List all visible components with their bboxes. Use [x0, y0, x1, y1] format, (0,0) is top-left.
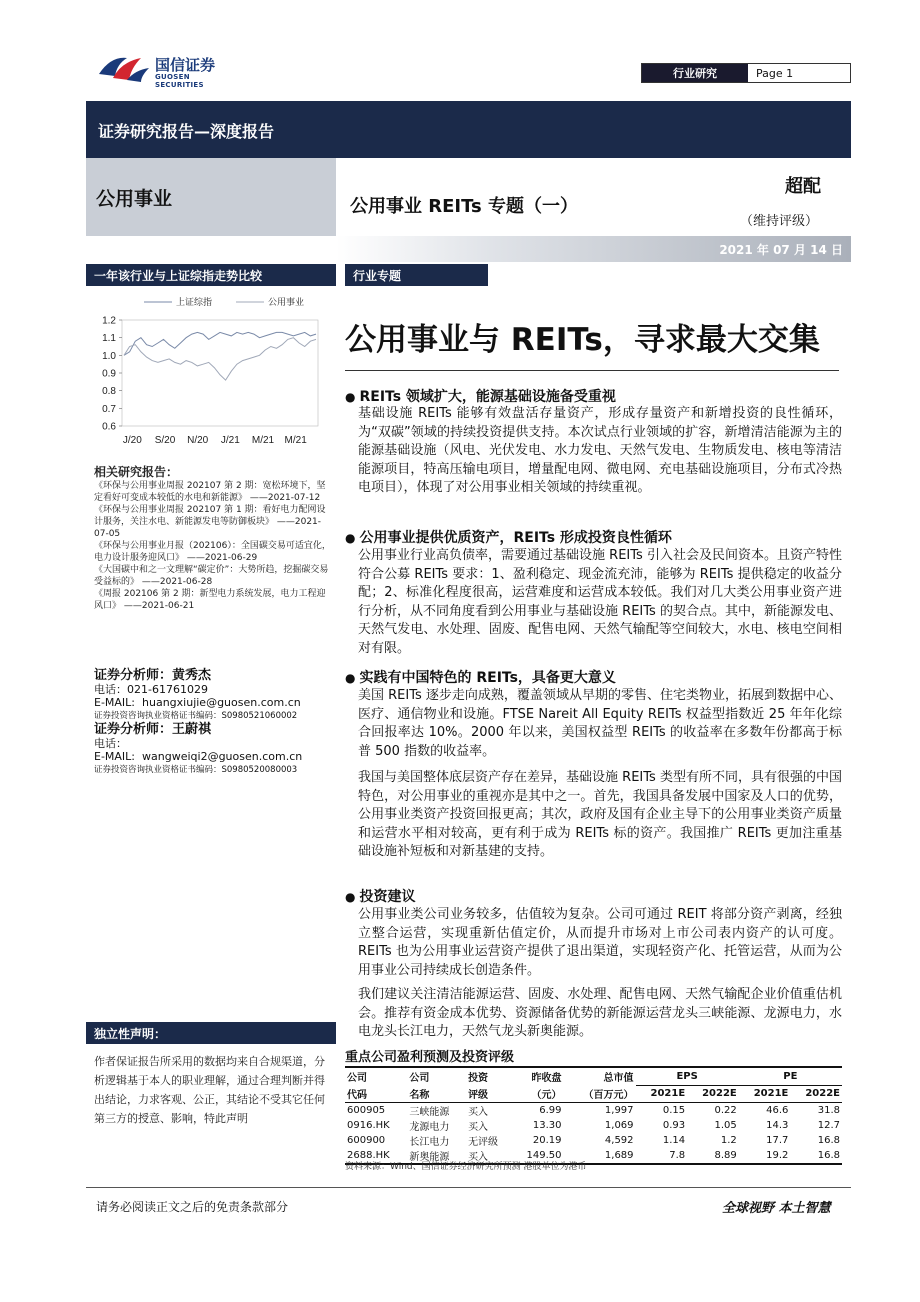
cell-rating: 无评级 [468, 1137, 499, 1148]
cell-close: 6.99 [539, 1105, 562, 1116]
analyst-name: 王蔚祺 [172, 722, 212, 737]
email-label: E-MAIL: [94, 696, 136, 709]
section-paragraph: 我国与美国整体底层资产存在差异，基础设施 REITs 类型有所不同，具有很强的中国特色，对公用事业的重视亦是其中之一。首先，我国具备发展中国家及人口的优势，公用事业类资产投资回报更高；其次，政府及国有企业主导下的公用事业类资产质量和运营水平相对较高，更有利于成为 REITs 标的资产。我国推广 REITs 更加注重基础设施补短板和对新基建的支持。 [358, 770, 842, 859]
independence-text: 作者保证报告所采用的数据均来自合规渠道，分析逻辑基于本人的职业理解，通过合理判断并得出结论，力求客观、公正，其结论不受其它任何第三方的授意、影响，特此声明 [94, 1055, 325, 1125]
cell-close: 20.19 [532, 1135, 562, 1146]
cell-pe22: 16.8 [790, 1148, 842, 1164]
analyst-email[interactable]: huangxiujie@guosen.com.cn [142, 696, 301, 709]
cell-pe22: 12.7 [817, 1120, 840, 1131]
email-label: E-MAIL: [94, 750, 136, 763]
section-paragraph: 公用事业类公司业务较多，估值较为复杂。公司可通过 REIT 将部分资产剥离，经独立整合运营，实现重新估值定价，从而提升市场对上市公司表内资产的认可度。REITs 也为公用事业运营资产提供了退出渠道，实现轻资产化、托管运营，从而为公用事业公司持续成长创造条件。 [358, 907, 842, 978]
ref-item[interactable]: 《周报 202106 第 2 期：新型电力系统发展，电力工程迎风口》 ——2021-06-21 [94, 589, 326, 611]
cell-pe22: 16.8 [817, 1135, 840, 1146]
ref-item[interactable]: 《环保与公用事业周报 202107 第 1 期：看好电力配网设计服务，关注水电、新能源发电等防御板块》 ——2021-07-05 [94, 505, 326, 539]
y-tick-label: 1.0 [102, 350, 116, 362]
x-tick-label: J/21 [220, 435, 240, 446]
cell-eps21: 0.93 [662, 1120, 686, 1131]
y-tick-label: 0.6 [102, 421, 116, 433]
section-heading: ● 公用事业提供优质资产，REITs 形成投资良性循环 [345, 527, 672, 547]
section-paragraph: 基础设施 REITs 能够有效盘活存量资产，形成存量资产和新增投资的良性循环，为“双碳”领域的持续投资提供支持。本次试点行业领域的扩容，新增清洁能源为主的能源基础设施（风电、光伏发电、水力发电、天然气发电、生物质发电、核电等清洁能源项目，特高压输电项目，增量配电网、微电网、充电基础设施项目，分布式冷热电项目），体现了对公用事业相关领域的持续重视。 [358, 406, 842, 495]
table-row [345, 1133, 842, 1148]
cell-pe22: 31.8 [817, 1105, 840, 1116]
analyst-1 [94, 669, 334, 723]
cell-mktcap: 4,592 [604, 1135, 634, 1146]
col-header-pe: PE [739, 1067, 842, 1085]
cell-pe21: 17.7 [766, 1135, 789, 1146]
table-row [345, 1103, 842, 1119]
cell-name: 三峡能源 [409, 1107, 450, 1118]
independence-title: 独立性声明： [86, 1022, 336, 1044]
cell-mktcap: 1,997 [604, 1105, 634, 1116]
cell-rating: 买入 [466, 1148, 511, 1164]
forecast-table [345, 1066, 842, 1165]
cell-rating: 买入 [468, 1107, 489, 1118]
industry-band [86, 158, 336, 236]
cell-eps22: 8.89 [687, 1148, 739, 1164]
report-subtitle: 公用事业 REITs 专题（一） [350, 196, 578, 217]
analyst-phone: 021-61761029 [127, 682, 208, 696]
cell-pe21: 19.2 [739, 1148, 791, 1164]
cell-eps22: 0.22 [714, 1105, 737, 1116]
trend-chart [86, 290, 336, 450]
cell-close: 13.30 [532, 1120, 562, 1131]
x-tick-label: J/20 [122, 435, 142, 446]
cell-code: 0916.HK [347, 1120, 390, 1131]
cell-eps21: 0.15 [662, 1105, 686, 1116]
rating-note: （维持评级） [740, 214, 819, 229]
cell-eps22: 1.05 [714, 1120, 737, 1131]
analyst-license: 证券投资咨询执业资格证书编码：S0980521060002 [94, 710, 298, 721]
report-date: 2021 年 07 月 14 日 [719, 243, 843, 257]
y-tick-label: 0.8 [102, 386, 116, 398]
refs-heading: 相关研究报告： [94, 465, 179, 479]
analyst-label: 证券分析师： [94, 722, 173, 737]
x-tick-label: N/20 [187, 435, 209, 446]
table-title: 重点公司盈利预测及投资评级 [345, 1050, 515, 1065]
cell-pe21: 14.3 [766, 1120, 789, 1131]
ref-item[interactable]: 《环保与公用事业月报（202106）：全国碳交易可适宜化，电力设计服务迎风口》 ——2021-06-29 [94, 541, 331, 563]
col-header: 昨收盘 [511, 1067, 563, 1085]
table-row [345, 1118, 842, 1133]
report-type-band [86, 101, 851, 158]
ref-item[interactable]: 《环保与公用事业周报 202107 第 2 期：宽松环境下，坚定看好可变成本较低的水电和新能源》 ——2021-07-12 [94, 481, 326, 503]
logo-en: GUOSEN SECURITIES [155, 73, 204, 89]
col-header: 2022E [687, 1085, 739, 1103]
col-header: 2021E [636, 1085, 688, 1103]
y-tick-label: 0.7 [102, 403, 116, 415]
col-header: 代码 [345, 1085, 407, 1103]
footer-divider [86, 1187, 851, 1188]
ref-item[interactable]: 《大国碳中和之一文理解“碳定价”：大势所趋，挖掘碳交易受益标的》 ——2021-06-28 [94, 565, 329, 587]
rating: 超配 [785, 176, 821, 197]
cell-mktcap: 1,069 [604, 1120, 634, 1131]
y-tick-label: 1.1 [102, 333, 116, 345]
section-heading: ● REITs 领域扩大，能源基础设施备受重视 [345, 386, 616, 406]
section-paragraph: 美国 REITs 逐步走向成熟，覆盖领域从早期的零售、住宅类物业，拓展到数据中心、医疗、通信物业和设施。FTSE Nareit All Equity REITs 权益型指数近 25 年年化综合回报率达 10%。2000 年以来，美国权益型 REITs 的收益率在多数年份都高于标普 500 指数的收益率。 [358, 688, 842, 759]
legend-label: 公用事业 [268, 298, 305, 308]
cell-eps22: 1.2 [720, 1135, 737, 1146]
col-header-eps: EPS [636, 1067, 739, 1085]
cell-eps21: 7.8 [636, 1148, 688, 1164]
industry-name: 公用事业 [96, 188, 173, 210]
title-divider [345, 370, 839, 371]
footer-slogan: 全球视野 本土智慧 [722, 1201, 831, 1216]
section-label: 行业研究 [642, 64, 748, 82]
company-logo [97, 52, 237, 89]
guosen-logo-icon [97, 52, 151, 84]
x-tick-label: M/21 [251, 435, 275, 446]
report-tag: 行业专题 [345, 264, 488, 286]
cell-name: 新奥能源 [407, 1148, 466, 1164]
cell-pe21: 46.6 [766, 1105, 789, 1116]
legend-label: 上证综指 [176, 298, 213, 308]
analyst-2 [94, 723, 334, 777]
y-tick-label: 1.2 [102, 315, 116, 327]
logo-cn: 国信证券 [155, 56, 216, 74]
chart-title: 一年该行业与上证综指走势比较 [86, 264, 336, 286]
plot-frame [122, 320, 318, 426]
col-header: （百万元） [563, 1085, 635, 1103]
cell-name: 龙源电力 [409, 1122, 450, 1133]
cell-code: 600900 [347, 1135, 386, 1146]
section-paragraph: 我们建议关注清洁能源运营、固废、水处理、配售电网、天然气输配企业价值重估机会。推荐有资金成本优势、资源储备优势的新能源运营龙头三峡能源、龙源电力，水电龙头长江电力，天然气龙头新奥能源。 [358, 987, 842, 1039]
analyst-name: 黄秀杰 [172, 668, 212, 683]
phone-label: 电话： [94, 736, 127, 750]
section-heading: ● 实践有中国特色的 REITs，具备更大意义 [345, 667, 616, 687]
col-header: 2021E [739, 1085, 791, 1103]
footer-disclaimer: 请务必阅读正文之后的免责条款部分 [96, 1200, 289, 1214]
header-box [641, 63, 851, 83]
page-number: Page 1 [756, 66, 794, 80]
report-type: 证券研究报告—深度报告 [98, 122, 275, 141]
section-paragraph: 公用事业行业高负债率，需要通过基础设施 REITs 引入社会及民间资本。且资产特性符合公募 REITs 要求：1、盈利稳定、现金流充沛，能够为 REITs 提供稳定的收益分配；2、标准化程度很高，运营难度和运营成本较低。我们对几大类公用事业资产进行分析，从不同角度看到公用事业与基础设施 REITs 的契合点。其中，新能源发电、天然气发电、水处理、固废、配售电网、天然气输配等空间较大，水电、核电空间相对有限。 [358, 548, 842, 656]
col-header: 名称 [407, 1085, 466, 1103]
cell-code: 2688.HK [345, 1148, 407, 1164]
col-header: 投资 [466, 1067, 511, 1085]
col-header: 总市值 [563, 1067, 635, 1085]
x-tick-label: M/21 [284, 435, 307, 446]
series-line [124, 332, 316, 355]
col-header: （元） [511, 1085, 563, 1103]
col-header: 公司 [345, 1067, 407, 1085]
cell-eps21: 1.14 [662, 1135, 686, 1146]
col-header: 评级 [466, 1085, 511, 1103]
cell-name: 长江电力 [409, 1137, 450, 1148]
cell-code: 600905 [347, 1105, 386, 1116]
table-source: 资料来源：Wind、国信证券经济研究所预测 港股单位为港币 [345, 1162, 587, 1172]
cell-close: 149.50 [511, 1148, 563, 1164]
y-tick-label: 0.9 [102, 368, 116, 380]
col-header: 公司 [407, 1067, 466, 1085]
cell-mktcap: 1,689 [563, 1148, 635, 1164]
analyst-email[interactable]: wangweiqi2@guosen.com.cn [142, 750, 303, 763]
date-bar [336, 236, 851, 262]
analyst-license: 证券投资咨询执业资格证书编码：S0980520080003 [94, 764, 298, 775]
col-header: 2022E [790, 1085, 842, 1103]
related-reports [94, 466, 334, 612]
series-line [124, 338, 316, 380]
analysts [94, 669, 334, 777]
main-title: 公用事业与 REITs，寻求最大交集 [345, 322, 820, 358]
section-heading: ● 投资建议 [345, 886, 415, 906]
cell-rating: 买入 [468, 1122, 489, 1133]
phone-label: 电话： [94, 682, 127, 696]
x-tick-label: S/20 [154, 435, 176, 446]
analyst-label: 证券分析师： [94, 668, 173, 683]
